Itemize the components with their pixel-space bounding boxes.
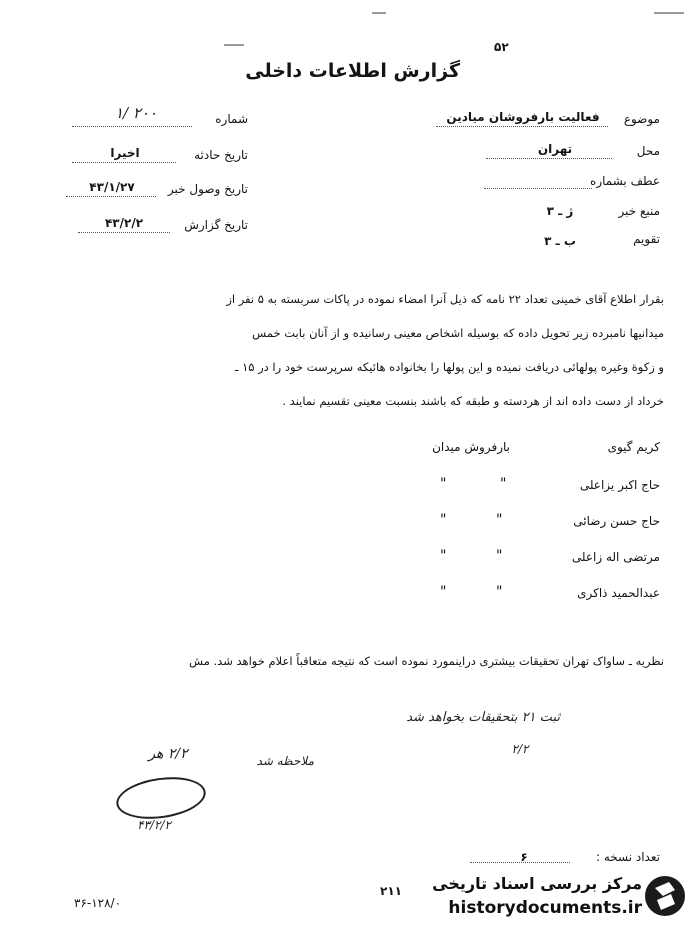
incident-date-label: تاریخ حادثه [194, 148, 248, 162]
rating-label: تقویم [633, 232, 660, 246]
subject-value: فعالیت بارفروشان میادین [446, 110, 600, 124]
report-date-value: ۴۳/۲/۲ [104, 216, 144, 230]
source-label: منبع خبر [618, 204, 660, 218]
signature-oval [114, 772, 209, 824]
number-value: ۲۰۰ /۱ [114, 104, 158, 122]
ditto-mark: " [440, 512, 447, 528]
closing-line: نظریه ـ ساواک تهران تحقیقات بیشتری دراینمورد نموده است که نتیجه متعاقباً اعلام خواهد شد. مش [189, 654, 664, 668]
name-row-4: عبدالحمید ذاکری [577, 586, 660, 600]
archive-code: ۳۶-۱۲۸/۰ [74, 896, 122, 910]
handwritten-note-4: ۲/۲ هر [148, 746, 188, 762]
ref-label: عطف بشماره [590, 174, 660, 188]
handwritten-note-3: ملاحظه شد [256, 754, 314, 768]
body-line-2: میدانیها نامبرده زیر تحویل داده که بوسیله اشخاص معینی رسانیده و از آنان بابت خمس [252, 326, 664, 340]
ditto-mark: " [496, 584, 503, 600]
subject-label: موضوع [623, 112, 660, 126]
body-line-4: خرداد از دست داده اند از هردسته و طبقه که باشند بنسبت معینی تقسیم نمایند . [282, 394, 664, 408]
ditto-mark: " [440, 584, 447, 600]
receipt-date-value: ۴۳/۱/۲۷ [89, 180, 135, 194]
name-row-2: حاج حسن رضائی [573, 514, 660, 528]
copies-label: تعداد نسخه : [595, 850, 660, 864]
archive-number: ۲۱۱ [380, 884, 402, 898]
archive-logo-icon [645, 876, 685, 916]
watermark-url: historydocuments.ir [448, 898, 642, 918]
handwritten-note-1: ثبت ۲۱ بتحقیقات بخواهد شد [406, 710, 560, 725]
ditto-mark: " [496, 512, 503, 528]
names-header-left: بارفروش میدان [432, 440, 510, 454]
source-value: ژ ـ ۳ [546, 204, 574, 218]
body-line-3: و زکوة وغیره پولهائی دریافت نمیده و این پولها را بخانواده هائیکه سرپرست خود را در ۱۵ ـ [235, 360, 664, 374]
scan-speck [224, 44, 244, 46]
handwritten-note-2: ۲/۲ [511, 742, 529, 756]
document-title: گزارش اطلاعات داخلی [245, 60, 460, 82]
report-date-label: تاریخ گزارش [184, 218, 248, 232]
receipt-date-label: تاریخ وصول خبر [167, 182, 248, 196]
name-row-3: مرتضی اله زاعلی [571, 550, 660, 564]
number-label: شماره [215, 112, 248, 126]
place-value: تهران [537, 142, 573, 156]
body-line-1: بقرار اطلاع آقای خمینی تعداد ۲۲ نامه که ذیل آنرا امضاء نموده در پاکات سربسته به ۵ نفر از [226, 292, 664, 306]
place-label: محل [636, 144, 660, 158]
incident-date-value: اخیرا [110, 146, 140, 160]
names-header-right: کریم گیوی [607, 440, 660, 454]
ditto-mark: " [496, 548, 503, 564]
corner-mark: ۵۲ [494, 40, 509, 54]
watermark-title: مرکز بررسی اسناد تاریخی [432, 874, 642, 893]
ditto-mark: " [500, 476, 507, 492]
scan-speck [654, 12, 684, 14]
ditto-mark: " [440, 476, 447, 492]
ditto-mark: " [440, 548, 447, 564]
signature-initials: ۴۳/۲/۲ [137, 818, 171, 832]
scan-speck [372, 12, 386, 14]
copies-value: ۶ [520, 850, 528, 864]
name-row-1: حاج اکبر یزاعلی [579, 478, 660, 492]
rating-value: ب ـ ۳ [544, 234, 576, 248]
